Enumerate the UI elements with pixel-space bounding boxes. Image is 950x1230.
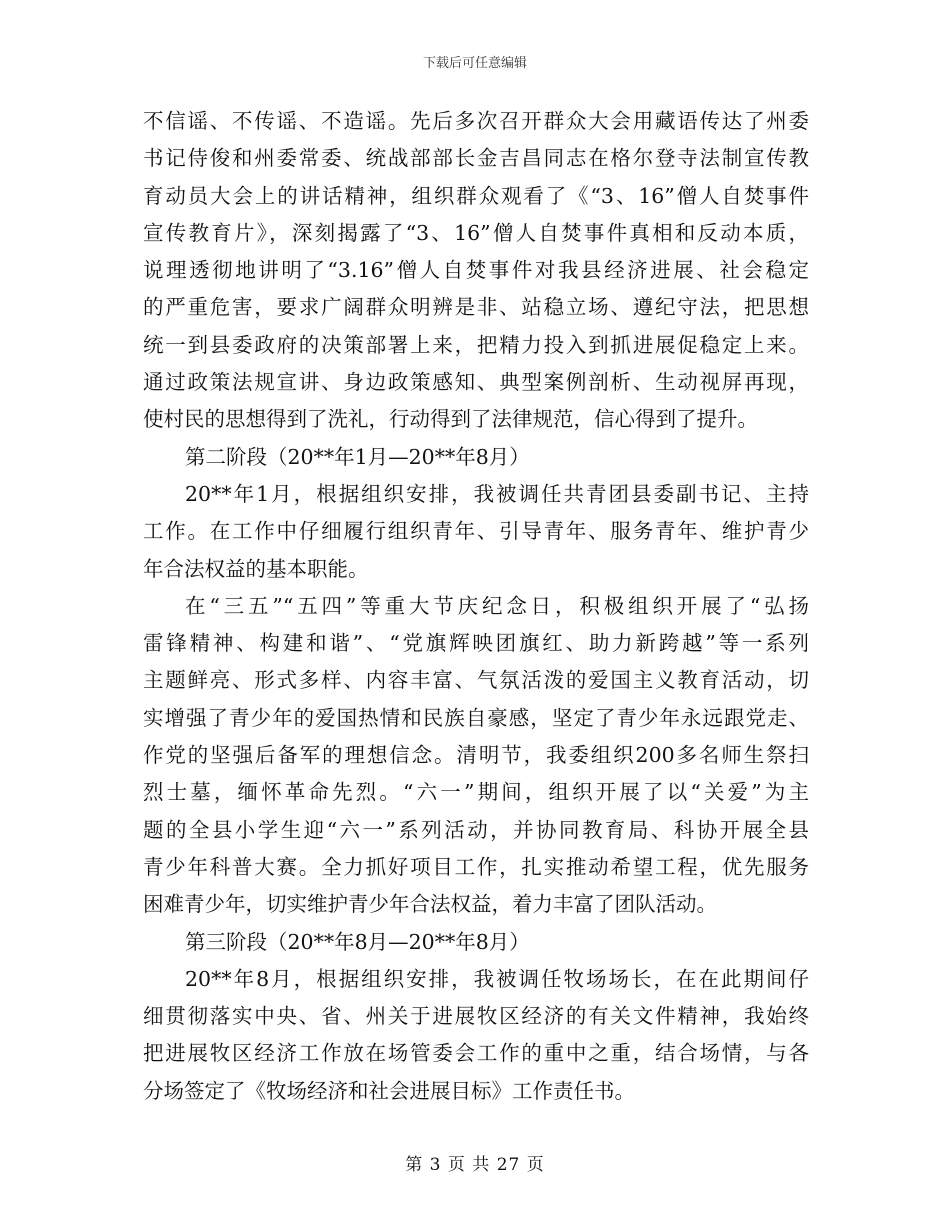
- text-line: 统一到县委政府的决策部署上来，把精力投入到抓进展促稳定上来。: [143, 332, 809, 357]
- document-body: [143, 103, 809, 1110]
- section-heading: 第二阶段（20**年1月—20**年8月）: [185, 444, 530, 469]
- text-line: 在“三五”“五四”等重大节庆纪念日，积极组织开展了“弘扬: [185, 593, 809, 618]
- text-line: 书记侍俊和州委常委、统战部部长金吉昌同志在格尔登寺法制宣传教: [143, 146, 809, 171]
- text-line: 的严重危害，要求广阔群众明辨是非、站稳立场、遵纪守法，把思想: [143, 295, 809, 320]
- section-heading: 第三阶段（20**年8月—20**年8月）: [185, 929, 530, 954]
- text-line: 把进展牧区经济工作放在场管委会工作的重中之重，结合场情，与各: [143, 1041, 809, 1066]
- text-line: 青少年科普大赛。全力抓好项目工作，扎实推动希望工程，优先服务: [143, 854, 809, 879]
- text-line: 育动员大会上的讲话精神，组织群众观看了《“3、16”僧人自焚事件: [143, 183, 809, 208]
- text-line: 年合法权益的基本职能。: [143, 556, 369, 581]
- text-line: 使村民的思想得到了洗礼，行动得到了法律规范，信心得到了提升。: [143, 407, 758, 432]
- text-line: 实增强了青少年的爱国热情和民族自豪感，坚定了青少年永远跟党走、: [143, 705, 809, 730]
- text-line: 分场签定了《牧场经济和社会进展目标》工作责任书。: [143, 1078, 635, 1103]
- page-footer: 第 3 页 共 27 页: [405, 1155, 545, 1175]
- text-line: 宣传教育片》，深刻揭露了“3、16”僧人自焚事件真相和反动本质，: [143, 220, 809, 245]
- text-line: 作党的坚强后备军的理想信念。清明节，我委组织200多名师生祭扫: [143, 743, 809, 768]
- text-line: 题的全县小学生迎“六一”系列活动，并协同教育局、科协开展全县: [143, 817, 809, 842]
- text-line: 工作。在工作中仔细履行组织青年、引导青年、服务青年、维护青少: [143, 519, 809, 544]
- text-line: 细贯彻落实中央、省、州关于进展牧区经济的有关文件精神，我始终: [143, 1004, 809, 1029]
- text-line: 20**年1月，根据组织安排，我被调任共青团县委副书记、主持: [185, 481, 809, 506]
- text-line: 主题鲜亮、形式多样、内容丰富、气氛活泼的爱国主义教育活动，切: [143, 668, 809, 693]
- text-line: 20**年8月，根据组织安排，我被调任牧场场长，在在此期间仔: [185, 966, 809, 991]
- text-line: 通过政策法规宣讲、身边政策感知、典型案例剖析、生动视屏再现，: [143, 370, 809, 395]
- text-line: 雷锋精神、构建和谐”、“党旗辉映团旗红、助力新跨越”等一系列: [143, 631, 809, 656]
- text-line: 不信谣、不传谣、不造谣。先后多次召开群众大会用藏语传达了州委: [143, 109, 809, 133]
- text-line: 困难青少年，切实维护青少年合法权益，着力丰富了团队活动。: [143, 892, 717, 917]
- text-line: 说理透彻地讲明了“3.16”僧人自焚事件对我县经济进展、社会稳定: [143, 258, 809, 283]
- page-header: 下载后可任意编辑: [422, 56, 527, 71]
- text-line: 烈士墓，缅怀革命先烈。“六一”期间，组织开展了以“关爱”为主: [143, 780, 809, 805]
